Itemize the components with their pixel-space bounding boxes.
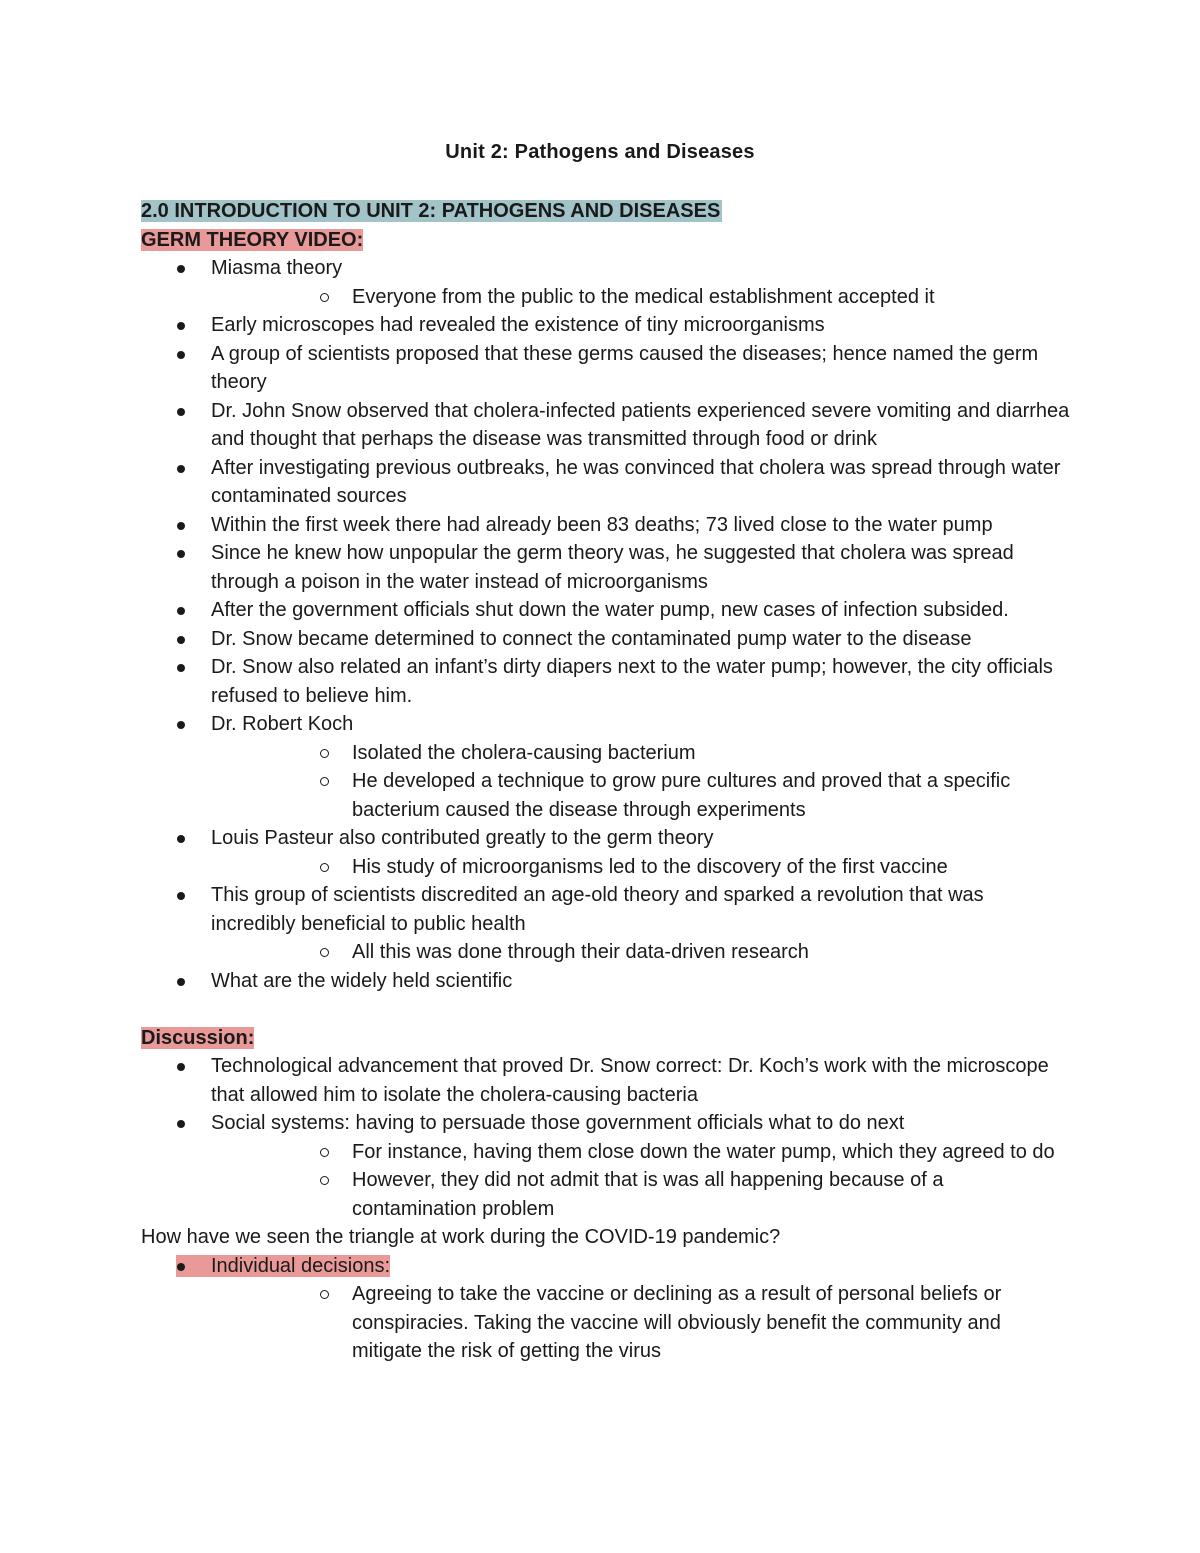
bullet-disc-icon — [177, 1063, 185, 1071]
bullet-disc-icon — [177, 351, 185, 359]
list-item-text: Dr. Snow also related an infant’s dirty diapers next to the water pump; however, the city officials refused to believe him. — [211, 656, 1053, 707]
bullet-circle-icon — [320, 1290, 329, 1299]
sub-list-item — [211, 283, 1071, 312]
bullet-circle-icon — [320, 863, 329, 872]
list-item — [141, 710, 1071, 824]
sub-list-item — [211, 767, 1071, 824]
list-item — [141, 454, 1071, 511]
bullet-disc-icon — [177, 465, 185, 473]
sub-list — [281, 1280, 1071, 1366]
bullet-circle-icon — [320, 948, 329, 957]
sub-list-item — [211, 1280, 1071, 1366]
germ-theory-list — [141, 254, 1071, 995]
list-item — [141, 397, 1071, 454]
bullet-circle-icon — [320, 1176, 329, 1185]
sub-list-item-text: His study of microorganisms led to the discovery of the first vaccine — [352, 855, 948, 878]
list-item — [141, 653, 1071, 710]
list-item-text: This group of scientists discredited an age-old theory and sparked a revolution that was incredibly beneficial to public health — [211, 884, 984, 935]
document-body — [141, 197, 1071, 1366]
list-item — [141, 511, 1071, 540]
sub-list-item-text: For instance, having them close down the water pump, which they agreed to do — [352, 1140, 1055, 1163]
list-item — [141, 824, 1071, 881]
list-item — [141, 596, 1071, 625]
list-item — [141, 1109, 1071, 1223]
list-item-text: Within the first week there had already been 83 deaths; 73 lived close to the water pump — [211, 513, 993, 536]
list-item-text: A group of scientists proposed that these germs caused the diseases; hence named the germ theory — [211, 342, 1039, 393]
sub-list — [281, 739, 1071, 825]
list-item-text: Miasma theory — [211, 257, 343, 279]
bullet-disc-icon — [177, 522, 185, 530]
bullet-disc-icon — [177, 607, 185, 615]
bullet-disc-icon — [177, 1120, 185, 1128]
sub-list-item — [211, 1166, 1071, 1223]
list-item — [141, 967, 1071, 996]
list-item-text: Early microscopes had revealed the existence of tiny microorganisms — [211, 314, 825, 336]
list-item-text: Dr. Snow became determined to connect the contaminated pump water to the disease — [211, 627, 972, 650]
list-item-text: After the government officials shut down the water pump, new cases of infection subsided. — [211, 599, 1009, 621]
list-item-text: What are the widely held scientific — [211, 969, 513, 992]
sub-list-item-text: He developed a technique to grow pure cultures and proved that a specific bacterium caused the disease through experiments — [352, 770, 1011, 821]
section-heading-row — [141, 197, 1071, 226]
list-item-text: Social systems: having to persuade those government officials what to do next — [211, 1112, 905, 1134]
bullet-disc-icon — [177, 550, 185, 558]
bullet-disc-icon — [177, 322, 185, 330]
covid-list — [141, 1252, 1071, 1366]
list-item — [141, 311, 1071, 340]
discussion-heading-row — [141, 1024, 1071, 1053]
spacer — [141, 995, 1071, 1024]
bullet-circle-icon — [320, 777, 329, 786]
bullet-circle-icon — [320, 293, 329, 302]
bullet-disc-icon — [177, 1263, 185, 1271]
list-item-text: Since he knew how unpopular the germ theory was, he suggested that cholera was spread through a poison in the water instead of microorganisms — [211, 542, 1014, 593]
sub-list-item-text: Agreeing to take the vaccine or declining as a result of personal beliefs or conspiracies. Taking the vaccine will obviously benefit the community and mitigate the risk of getting the virus — [352, 1283, 1002, 1362]
sub-list-item-text: Isolated the cholera-causing bacterium — [352, 741, 696, 764]
bullet-circle-icon — [320, 749, 329, 758]
bullet-circle-icon — [320, 1148, 329, 1157]
sub-list-item-text: All this was done through their data-driven research — [352, 941, 809, 963]
list-item — [141, 625, 1071, 654]
list-item-text: After investigating previous outbreaks, he was convinced that cholera was spread through water contaminated sources — [211, 456, 1061, 507]
sub-list — [281, 938, 1071, 967]
bullet-disc-icon — [177, 408, 185, 416]
list-item-text: Individual decisions: — [176, 1255, 390, 1277]
germ-theory-heading-row — [141, 226, 1071, 255]
list-item — [141, 539, 1071, 596]
bullet-disc-icon — [177, 265, 185, 273]
sub-list — [281, 283, 1071, 312]
list-item — [141, 1052, 1071, 1109]
sub-list-item-text: However, they did not admit that is was all happening because of a contamination problem — [352, 1169, 944, 1220]
bullet-disc-icon — [177, 835, 185, 843]
covid-question: How have we seen the triangle at work during the COVID-19 pandemic? — [141, 1226, 781, 1248]
list-item — [141, 881, 1071, 967]
sub-list-item — [211, 938, 1071, 967]
list-item — [141, 1252, 1071, 1366]
list-item-text: Technological advancement that proved Dr. Snow correct: Dr. Koch’s work with the microscope that allowed him to isolate the cholera-causing bacteria — [211, 1055, 1049, 1106]
list-item — [141, 340, 1071, 397]
sub-list — [281, 853, 1071, 882]
list-item-text: Dr. Robert Koch — [211, 713, 354, 735]
bullet-disc-icon — [177, 664, 185, 672]
sub-list-item — [211, 739, 1071, 768]
discussion-heading: Discussion: — [141, 1026, 255, 1049]
list-item-text: Dr. John Snow observed that cholera-infected patients experienced severe vomiting and diarrhea and thought that perhaps the disease was transmitted through food or drink — [211, 399, 1070, 450]
sub-list-item — [211, 1138, 1071, 1167]
discussion-list — [141, 1052, 1071, 1223]
sub-list-item-text: Everyone from the public to the medical establishment accepted it — [352, 285, 935, 308]
sub-list — [281, 1138, 1071, 1224]
bullet-disc-icon — [177, 978, 185, 986]
sub-list-item — [211, 853, 1071, 882]
document-title: Unit 2: Pathogens and Diseases — [445, 141, 755, 163]
bullet-disc-icon — [177, 721, 185, 729]
germ-theory-heading: GERM THEORY VIDEO: — [141, 228, 364, 251]
bullet-disc-icon — [177, 636, 185, 644]
list-item — [141, 254, 1071, 311]
section-heading: 2.0 INTRODUCTION TO UNIT 2: PATHOGENS AND DISEASES — [141, 200, 721, 222]
list-item-text: Louis Pasteur also contributed greatly to the germ theory — [211, 827, 714, 849]
bullet-disc-icon — [177, 892, 185, 900]
